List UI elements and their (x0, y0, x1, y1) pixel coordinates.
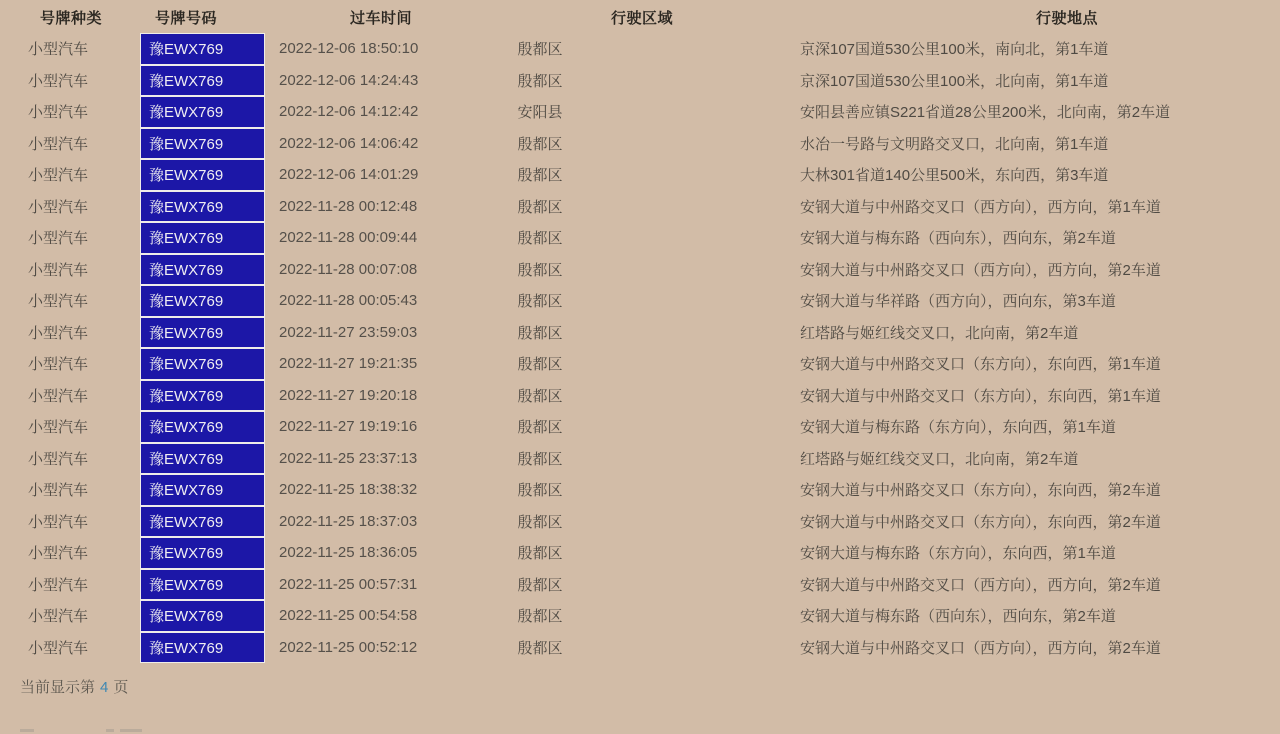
table-row (0, 506, 1280, 538)
driving-district: 殷都区 (517, 293, 563, 311)
plate-number-cell[interactable]: 豫EWX769 (140, 506, 265, 538)
driving-district: 殷都区 (517, 324, 563, 342)
plate-number-cell[interactable]: 豫EWX769 (140, 317, 265, 349)
driving-location: 京深107国道530公里100米，南向北，第1车道 (800, 41, 1109, 59)
table-row (0, 317, 1280, 349)
pass-time: 2022-11-27 19:21:35 (279, 355, 418, 373)
cutoff-glyph (106, 729, 114, 732)
cutoff-pagination-row (20, 729, 220, 734)
table-row (0, 285, 1280, 317)
plate-number-cell[interactable]: 豫EWX769 (140, 65, 265, 97)
plate-number-cell[interactable]: 豫EWX769 (140, 600, 265, 632)
table-row (0, 348, 1280, 380)
header-plate-type: 号牌种类 (40, 10, 103, 27)
driving-district: 殷都区 (517, 513, 563, 531)
plate-number-cell[interactable]: 豫EWX769 (140, 348, 265, 380)
driving-location: 大林301省道140公里500米，东向西，第3车道 (800, 167, 1109, 185)
plate-number-cell[interactable]: 豫EWX769 (140, 285, 265, 317)
table-row (0, 380, 1280, 412)
vehicle-type: 小型汽车 (27, 639, 88, 657)
vehicle-type: 小型汽车 (27, 576, 88, 594)
driving-location: 水冶一号路与文明路交叉口，北向南，第1车道 (800, 135, 1109, 153)
driving-location: 安钢大道与梅东路（西向东），西向东，第2车道 (800, 608, 1116, 626)
pagination-status (0, 676, 1280, 697)
table-row (0, 65, 1280, 97)
table-row (0, 191, 1280, 223)
vehicle-type: 小型汽车 (27, 261, 88, 279)
driving-location: 安钢大道与中州路交叉口（西方向），西方向，第1车道 (800, 198, 1161, 216)
driving-location: 安钢大道与中州路交叉口（西方向），西方向，第2车道 (800, 261, 1161, 279)
driving-district: 殷都区 (517, 356, 563, 374)
current-page-number: 4 (100, 679, 109, 696)
driving-district: 殷都区 (517, 230, 563, 248)
driving-district: 殷都区 (517, 167, 563, 185)
driving-location: 安钢大道与中州路交叉口（东方向），东向西，第1车道 (800, 356, 1161, 374)
vehicle-type: 小型汽车 (27, 135, 88, 153)
table-row (0, 443, 1280, 475)
table-row (0, 537, 1280, 569)
vehicle-type: 小型汽车 (27, 482, 88, 500)
driving-location: 安钢大道与中州路交叉口（西方向），西方向，第2车道 (800, 639, 1161, 657)
plate-number-cell[interactable]: 豫EWX769 (140, 632, 265, 664)
driving-district: 殷都区 (517, 450, 563, 468)
driving-district: 殷都区 (517, 639, 563, 657)
pagination-prefix-label: 当前显示第 (20, 679, 96, 696)
driving-district: 殷都区 (517, 482, 563, 500)
plate-number-cell[interactable]: 豫EWX769 (140, 380, 265, 412)
plate-number-cell[interactable]: 豫EWX769 (140, 569, 265, 601)
plate-number-cell[interactable]: 豫EWX769 (140, 222, 265, 254)
pass-time: 2022-11-25 23:37:13 (279, 449, 418, 467)
pass-time: 2022-12-06 14:06:42 (279, 134, 419, 152)
driving-location: 京深107国道530公里100米，北向南，第1车道 (800, 72, 1109, 90)
driving-district: 殷都区 (517, 261, 563, 279)
pass-time: 2022-11-25 18:37:03 (279, 512, 418, 530)
vehicle-type: 小型汽车 (27, 450, 88, 468)
pagination-suffix-label: 页 (113, 679, 129, 696)
plate-number-cell[interactable]: 豫EWX769 (140, 443, 265, 475)
pass-time: 2022-11-28 00:09:44 (279, 229, 418, 247)
vehicle-type: 小型汽车 (27, 293, 88, 311)
header-driving-district: 行驶区域 (611, 10, 674, 27)
table-row (0, 159, 1280, 191)
plate-number-cell[interactable]: 豫EWX769 (140, 159, 265, 191)
plate-number-cell[interactable]: 豫EWX769 (140, 474, 265, 506)
plate-number-cell[interactable]: 豫EWX769 (140, 96, 265, 128)
pass-time: 2022-11-28 00:07:08 (279, 260, 418, 278)
driving-district: 殷都区 (517, 135, 563, 153)
pass-time: 2022-12-06 14:01:29 (279, 166, 419, 184)
table-row (0, 33, 1280, 65)
plate-number-cell[interactable]: 豫EWX769 (140, 128, 265, 160)
header-plate-number: 号牌号码 (155, 10, 218, 27)
driving-location: 安钢大道与中州路交叉口（东方向），东向西，第2车道 (800, 513, 1161, 531)
driving-location: 安钢大道与梅东路（东方向），东向西，第1车道 (800, 545, 1116, 563)
driving-location: 安钢大道与梅东路（西向东），西向东，第2车道 (800, 230, 1116, 248)
driving-location: 红塔路与姬红线交叉口，北向南，第2车道 (800, 324, 1079, 342)
table-row (0, 600, 1280, 632)
driving-location: 安钢大道与华祥路（西方向），西向东，第3车道 (800, 293, 1116, 311)
driving-location: 安钢大道与梅东路（东方向），东向西，第1车道 (800, 419, 1116, 437)
driving-district: 殷都区 (517, 41, 563, 59)
driving-location: 安钢大道与中州路交叉口（西方向），西方向，第2车道 (800, 576, 1161, 594)
table-header-row (0, 0, 1280, 33)
pass-time: 2022-12-06 18:50:10 (279, 40, 419, 58)
vehicle-type: 小型汽车 (27, 72, 88, 90)
driving-district: 殷都区 (517, 545, 563, 563)
pass-time: 2022-11-25 18:36:05 (279, 544, 418, 562)
vehicle-type: 小型汽车 (27, 419, 88, 437)
table-row (0, 222, 1280, 254)
plate-number-cell[interactable]: 豫EWX769 (140, 537, 265, 569)
driving-district: 殷都区 (517, 198, 563, 216)
pass-time: 2022-11-27 19:20:18 (279, 386, 418, 404)
table-row (0, 411, 1280, 443)
vehicle-type: 小型汽车 (27, 167, 88, 185)
driving-district: 殷都区 (517, 608, 563, 626)
table-row (0, 128, 1280, 160)
pass-time: 2022-11-25 00:52:12 (279, 638, 418, 656)
driving-location: 红塔路与姬红线交叉口，北向南，第2车道 (800, 450, 1079, 468)
vehicle-type: 小型汽车 (27, 324, 88, 342)
vehicle-type: 小型汽车 (27, 104, 88, 122)
pass-time: 2022-11-27 19:19:16 (279, 418, 418, 436)
table-row (0, 632, 1280, 664)
plate-number-cell[interactable]: 豫EWX769 (140, 254, 265, 286)
driving-district: 殷都区 (517, 419, 563, 437)
header-driving-location: 行驶地点 (1036, 10, 1099, 27)
driving-location: 安钢大道与中州路交叉口（东方向），东向西，第2车道 (800, 482, 1161, 500)
driving-district: 殷都区 (517, 387, 563, 405)
pass-time: 2022-12-06 14:12:42 (279, 103, 419, 121)
pass-time: 2022-11-25 18:38:32 (279, 481, 418, 499)
vehicle-type: 小型汽车 (27, 545, 88, 563)
pass-time: 2022-12-06 14:24:43 (279, 71, 419, 89)
cutoff-glyph (20, 729, 34, 732)
plate-number-cell[interactable]: 豫EWX769 (140, 191, 265, 223)
driving-location: 安阳县善应镇S221省道28公里200米，北向南，第2车道 (800, 104, 1171, 122)
vehicle-type: 小型汽车 (27, 198, 88, 216)
pass-time: 2022-11-27 23:59:03 (279, 323, 418, 341)
vehicle-type: 小型汽车 (27, 230, 88, 248)
vehicle-type: 小型汽车 (27, 41, 88, 59)
table-row (0, 569, 1280, 601)
header-pass-time: 过车时间 (350, 10, 413, 27)
driving-district: 安阳县 (517, 104, 563, 122)
pass-time: 2022-11-28 00:05:43 (279, 292, 418, 310)
plate-number-cell[interactable]: 豫EWX769 (140, 411, 265, 443)
table-row (0, 96, 1280, 128)
pass-time: 2022-11-25 00:54:58 (279, 607, 418, 625)
vehicle-type: 小型汽车 (27, 356, 88, 374)
vehicle-type: 小型汽车 (27, 387, 88, 405)
driving-district: 殷都区 (517, 576, 563, 594)
cutoff-glyph (120, 729, 142, 732)
plate-number-cell[interactable]: 豫EWX769 (140, 33, 265, 65)
vehicle-type: 小型汽车 (27, 513, 88, 531)
table-row (0, 474, 1280, 506)
driving-district: 殷都区 (517, 72, 563, 90)
pass-time: 2022-11-28 00:12:48 (279, 197, 418, 215)
vehicle-type: 小型汽车 (27, 608, 88, 626)
pass-time: 2022-11-25 00:57:31 (279, 575, 418, 593)
records-table (0, 33, 1280, 663)
driving-location: 安钢大道与中州路交叉口（东方向），东向西，第1车道 (800, 387, 1161, 405)
table-row (0, 254, 1280, 286)
